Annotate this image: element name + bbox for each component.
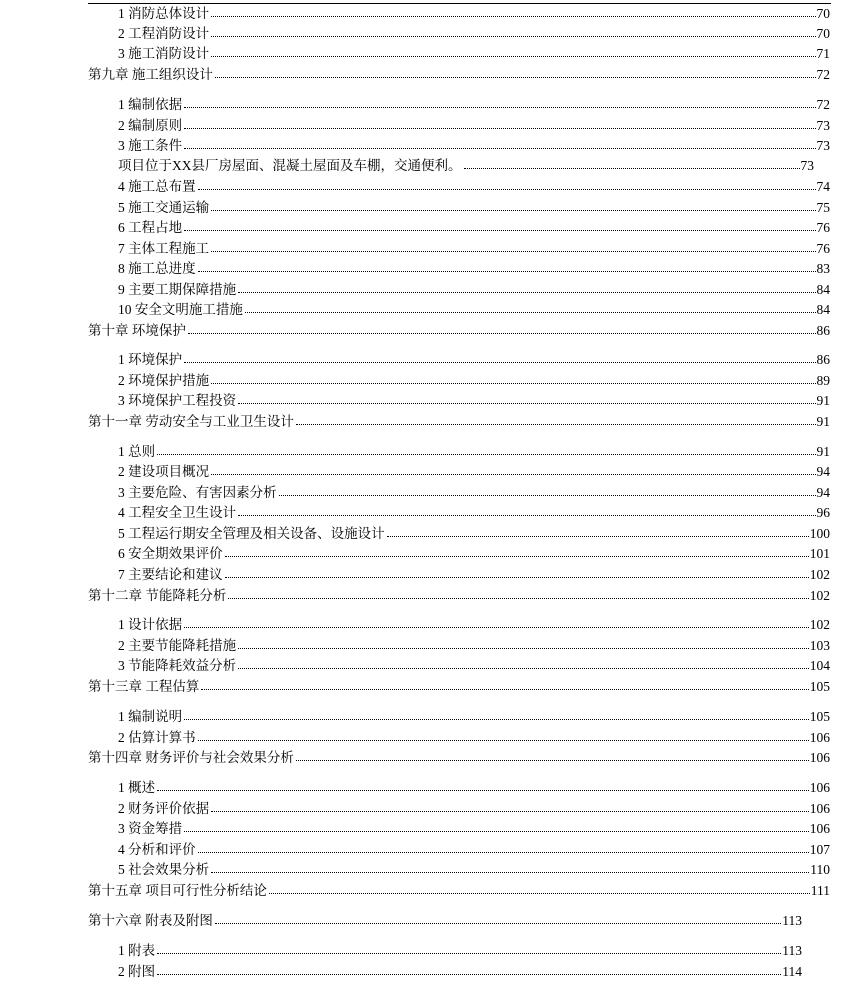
toc-page-number: 72 xyxy=(816,97,830,112)
toc-dot-leader xyxy=(296,756,809,761)
toc-entry[interactable] xyxy=(118,504,830,522)
toc-entry[interactable] xyxy=(118,566,830,584)
toc-page-number: 72 xyxy=(816,67,830,82)
toc-chapter-entry[interactable] xyxy=(88,413,830,431)
toc-entry[interactable] xyxy=(118,820,830,838)
toc-entry[interactable] xyxy=(118,861,830,879)
toc-page-number: 113 xyxy=(782,943,802,958)
toc-entry[interactable] xyxy=(118,484,830,502)
toc-entry-title: 第十二章 节能降耗分析 xyxy=(88,588,227,603)
toc-entry-title: 7 主体工程施工 xyxy=(118,241,210,256)
toc-entry-title: 5 工程运行期安全管理及相关设备、设施设计 xyxy=(118,526,385,541)
toc-dot-leader xyxy=(198,185,816,190)
toc-page-number: 94 xyxy=(816,464,830,479)
toc-page-number: 89 xyxy=(816,373,830,388)
toc-dot-leader xyxy=(184,715,809,720)
toc-page-number: 110 xyxy=(810,862,830,877)
toc-entry-title: 4 施工总布置 xyxy=(118,179,196,194)
toc-page-number: 84 xyxy=(816,282,830,297)
toc-entry-title: 3 主要危险、有害因素分析 xyxy=(118,485,277,500)
toc-entry[interactable] xyxy=(118,545,830,563)
toc-page-number: 76 xyxy=(816,241,830,256)
toc-dot-leader xyxy=(211,868,809,873)
toc-entry-title: 项目位于XX县厂房屋面、混凝土屋面及车棚，交通便利。 xyxy=(118,158,462,173)
toc-chapter-entry[interactable] xyxy=(88,749,830,767)
toc-page-number: 91 xyxy=(816,393,830,408)
toc-dot-leader xyxy=(157,450,815,455)
toc-entry[interactable] xyxy=(118,708,830,726)
toc-entry[interactable] xyxy=(118,443,830,461)
toc-entry[interactable] xyxy=(118,260,830,278)
toc-page-number: 73 xyxy=(816,118,830,133)
toc-entry-title: 2 附图 xyxy=(118,964,156,979)
toc-entry-title: 2 建设项目概况 xyxy=(118,464,210,479)
toc-entry[interactable] xyxy=(118,281,830,299)
toc-dot-leader xyxy=(238,644,809,649)
toc-page-number: 106 xyxy=(809,730,830,745)
toc-entry-title: 8 施工总进度 xyxy=(118,261,196,276)
toc-entry-title: 第十章 环境保护 xyxy=(88,323,186,338)
toc-entry[interactable] xyxy=(118,157,814,175)
toc-entry-title: 1 编制说明 xyxy=(118,709,183,724)
toc-entry[interactable] xyxy=(118,637,830,655)
toc-entry[interactable] xyxy=(118,657,830,675)
toc-dot-leader xyxy=(269,889,810,894)
toc-page-number: 105 xyxy=(809,679,830,694)
toc-page-number: 84 xyxy=(816,302,830,317)
toc-dot-leader xyxy=(238,288,815,293)
toc-page-number: 86 xyxy=(816,352,830,367)
toc-dot-leader xyxy=(184,226,815,231)
toc-entry[interactable] xyxy=(118,372,830,390)
toc-dot-leader xyxy=(211,470,815,475)
toc-page-number: 73 xyxy=(800,158,814,173)
toc-page-number: 74 xyxy=(816,179,830,194)
toc-dot-leader xyxy=(198,848,809,853)
toc-entry-title: 2 估算计算书 xyxy=(118,730,196,745)
toc-entry[interactable] xyxy=(118,240,830,258)
toc-page-number: 75 xyxy=(816,200,830,215)
toc-dot-leader xyxy=(387,532,809,537)
toc-entry-title: 第十六章 附表及附图 xyxy=(88,913,213,928)
toc-dot-leader xyxy=(211,206,815,211)
toc-dot-leader xyxy=(184,827,809,832)
toc-page-number: 96 xyxy=(816,505,830,520)
toc-entry[interactable] xyxy=(118,525,830,543)
toc-entry-title: 7 主要结论和建议 xyxy=(118,567,223,582)
toc-entry-title: 9 主要工期保障措施 xyxy=(118,282,237,297)
toc-entry[interactable] xyxy=(118,729,830,747)
toc-page-number: 106 xyxy=(809,821,830,836)
toc-entry-title: 3 环境保护工程投资 xyxy=(118,393,237,408)
toc-page-number: 94 xyxy=(816,485,830,500)
toc-entry-title: 1 附表 xyxy=(118,943,156,958)
toc-entry[interactable] xyxy=(118,137,830,155)
toc-entry-title: 第九章 施工组织设计 xyxy=(88,67,213,82)
toc-dot-leader xyxy=(201,685,808,690)
toc-entry[interactable] xyxy=(118,199,830,217)
toc-page-number: 105 xyxy=(809,709,830,724)
toc-dot-leader xyxy=(464,164,800,169)
toc-entry[interactable] xyxy=(118,219,830,237)
toc-dot-leader xyxy=(188,329,816,334)
toc-entry-title: 3 节能降耗效益分析 xyxy=(118,658,237,673)
toc-entry-title: 1 消防总体设计 xyxy=(118,6,210,21)
toc-page-number: 101 xyxy=(809,546,830,561)
toc-entry[interactable] xyxy=(118,351,830,369)
toc-chapter-entry[interactable] xyxy=(88,322,830,340)
toc-entry[interactable] xyxy=(118,301,830,319)
toc-dot-leader xyxy=(279,491,816,496)
toc-page-number: 106 xyxy=(809,801,830,816)
toc-entry-title: 2 环境保护措施 xyxy=(118,373,210,388)
toc-page-number: 114 xyxy=(782,964,802,979)
toc-entry-title: 第十一章 劳动安全与工业卫生设计 xyxy=(88,414,294,429)
toc-dot-leader xyxy=(157,949,781,954)
toc-dot-leader xyxy=(245,308,816,313)
toc-dot-leader xyxy=(211,32,815,37)
toc-entry[interactable] xyxy=(118,800,830,818)
toc-entry-title: 3 资金筹措 xyxy=(118,821,183,836)
toc-page-number: 100 xyxy=(809,526,830,541)
toc-entry-title: 5 施工交通运输 xyxy=(118,200,210,215)
toc-dot-leader xyxy=(211,52,815,57)
toc-entry-title: 4 工程安全卫生设计 xyxy=(118,505,237,520)
toc-dot-leader xyxy=(238,399,815,404)
toc-entry-title: 6 安全期效果评价 xyxy=(118,546,223,561)
toc-page-number: 91 xyxy=(816,444,830,459)
toc-chapter-entry[interactable] xyxy=(88,678,830,696)
toc-entry[interactable] xyxy=(118,45,830,63)
toc-page-number: 113 xyxy=(782,913,802,928)
toc-entry-title: 1 编制依据 xyxy=(118,97,183,112)
toc-dot-leader xyxy=(296,420,816,425)
toc-entry-title: 2 主要节能降耗措施 xyxy=(118,638,237,653)
toc-page-number: 102 xyxy=(809,567,830,582)
toc-entry[interactable] xyxy=(118,178,830,196)
toc-entry-title: 10 安全文明施工措施 xyxy=(118,302,243,317)
toc-entry[interactable] xyxy=(118,963,802,981)
toc-dot-leader xyxy=(225,552,809,557)
toc-dot-leader xyxy=(184,103,815,108)
toc-entry-title: 1 环境保护 xyxy=(118,352,183,367)
toc-chapter-entry[interactable] xyxy=(88,912,802,930)
toc-entry-title: 6 工程占地 xyxy=(118,220,183,235)
toc-entry[interactable] xyxy=(118,463,830,481)
toc-entry-title: 第十五章 项目可行性分析结论 xyxy=(88,883,267,898)
toc-entry-title: 1 总则 xyxy=(118,444,156,459)
toc-page-number: 104 xyxy=(809,658,830,673)
toc-page-number: 70 xyxy=(816,6,830,21)
toc-page-number: 107 xyxy=(809,842,830,857)
toc-entry-title: 第十四章 财务评价与社会效果分析 xyxy=(88,750,294,765)
toc-dot-leader xyxy=(215,73,816,78)
toc-page-number: 73 xyxy=(816,138,830,153)
toc-dot-leader xyxy=(184,358,815,363)
toc-dot-leader xyxy=(238,664,809,669)
toc-entry-title: 1 概述 xyxy=(118,780,156,795)
toc-dot-leader xyxy=(198,736,809,741)
toc-entry-title: 1 设计依据 xyxy=(118,617,183,632)
toc-dot-leader xyxy=(157,970,781,975)
toc-page-number: 111 xyxy=(810,883,830,898)
toc-page-number: 102 xyxy=(809,588,830,603)
toc-entry-title: 2 编制原则 xyxy=(118,118,183,133)
toc-page-number: 103 xyxy=(809,638,830,653)
toc-entry[interactable] xyxy=(118,779,830,797)
toc-dot-leader xyxy=(228,594,808,599)
toc-entry[interactable] xyxy=(118,96,830,114)
toc-dot-leader xyxy=(215,919,781,924)
toc-dot-leader xyxy=(211,12,815,17)
toc-page-number: 76 xyxy=(816,220,830,235)
toc-entry[interactable] xyxy=(118,841,830,859)
toc-page-number: 102 xyxy=(809,617,830,632)
toc-entry[interactable] xyxy=(118,392,830,410)
toc-entry[interactable] xyxy=(118,616,830,634)
toc-page-number: 106 xyxy=(809,750,830,765)
toc-dot-leader xyxy=(184,623,809,628)
toc-entry-title: 4 分析和评价 xyxy=(118,842,196,857)
toc-entry[interactable] xyxy=(118,942,802,960)
toc-chapter-entry[interactable] xyxy=(88,882,830,900)
toc-dot-leader xyxy=(184,124,815,129)
toc-entry-title: 5 社会效果分析 xyxy=(118,862,210,877)
toc-entry[interactable] xyxy=(118,25,830,43)
toc-page-number: 70 xyxy=(816,26,830,41)
toc-dot-leader xyxy=(211,807,809,812)
toc-page-number: 71 xyxy=(816,46,830,61)
toc-dot-leader xyxy=(211,247,815,252)
toc-page-number: 86 xyxy=(816,323,830,338)
toc-entry-title: 2 财务评价依据 xyxy=(118,801,210,816)
toc-entry-title: 3 施工消防设计 xyxy=(118,46,210,61)
toc-dot-leader xyxy=(198,267,816,272)
toc-chapter-entry[interactable] xyxy=(88,66,830,84)
toc-entry-title: 第十三章 工程估算 xyxy=(88,679,200,694)
toc-dot-leader xyxy=(184,144,815,149)
toc-page-number: 91 xyxy=(816,414,830,429)
toc-page-number: 83 xyxy=(816,261,830,276)
toc-dot-leader xyxy=(157,786,809,791)
toc-chapter-entry[interactable] xyxy=(88,587,830,605)
toc-entry[interactable] xyxy=(118,5,830,23)
toc-dot-leader xyxy=(211,379,815,384)
toc-entry-title: 3 施工条件 xyxy=(118,138,183,153)
toc-entry[interactable] xyxy=(118,117,830,135)
toc-dot-leader xyxy=(238,511,815,516)
toc-page-number: 106 xyxy=(809,780,830,795)
toc-dot-leader xyxy=(225,573,809,578)
toc-entry-title: 2 工程消防设计 xyxy=(118,26,210,41)
